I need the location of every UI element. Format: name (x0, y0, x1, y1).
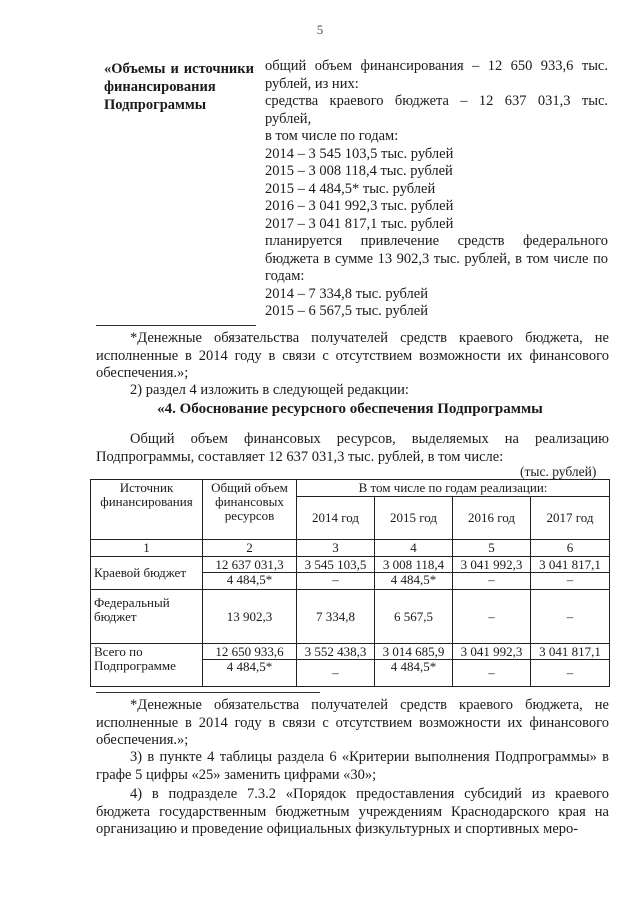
passport-line: 2015 – 4 484,5* тыс. рублей (265, 180, 436, 197)
cell-sub-value: – (531, 659, 609, 680)
cell-2017: – (531, 590, 610, 644)
cell-sub-value: 4 484,5* (375, 572, 452, 587)
cell-total (203, 557, 297, 590)
footnote-rule (96, 692, 320, 693)
footnote-2: *Денежные обязательства получателей средств краевого бюджета, не исполненные в 2014 году в связи с отсутствием возможности их финансового обеспечения.»; (96, 697, 609, 748)
cell-value: 3 041 992,3 (460, 557, 523, 572)
col-number: 5 (453, 540, 531, 557)
passport-line: 2015 – 3 008 118,4 тыс. рублей (265, 163, 453, 179)
header-total: Общий объем финансовых ресурсов (203, 480, 297, 540)
header-by-years: В том числе по годам реализации: (297, 480, 610, 497)
cell-value: 3 041 817,1 (539, 644, 601, 659)
cell-sub-value: 4 484,5* (375, 659, 452, 674)
cell-2016: – (453, 590, 531, 644)
cell-sub-value: – (297, 572, 374, 587)
row-name: Федеральный бюджет (91, 590, 203, 644)
cell-value: 3 552 438,3 (304, 644, 367, 659)
header-year: 2016 год (453, 497, 531, 540)
cell-sub-value: – (531, 572, 609, 587)
cell-sub-value: – (297, 659, 374, 680)
item-2: 2) раздел 4 изложить в следующей редакции: (130, 382, 409, 398)
col-number: 1 (91, 540, 203, 557)
header-year: 2014 год (297, 497, 375, 540)
header-year: 2017 год (531, 497, 610, 540)
cell-value: 12 637 031,3 (215, 557, 284, 572)
page-number: 5 (316, 22, 324, 37)
footnote-1: *Денежные обязательства получателей средств краевого бюджета, не исполненные в 2014 году в связи с отсутствием возможности их финансового обеспечения.»; (96, 330, 609, 381)
cell-2014: 7 334,8 (297, 590, 375, 644)
col-number: 3 (297, 540, 375, 557)
table-header-row (91, 480, 610, 497)
cell-total: 13 902,3 (203, 590, 297, 644)
passport-line: средства краевого бюджета – 12 637 031,3 тыс. (265, 93, 608, 109)
cell-sub-value: 4 484,5* (203, 572, 296, 587)
cell-2017 (531, 644, 610, 687)
header-source: Источник финансирования (91, 480, 203, 540)
table-row (91, 644, 610, 687)
cell-sub-value: – (453, 572, 530, 587)
row-name: Всего по Подпрограмме (91, 644, 203, 687)
cell-2015 (375, 557, 453, 590)
resources-table (90, 479, 610, 687)
passport-label: «Объемы и источники финансирования Подпрограммы (104, 61, 254, 113)
cell-2014 (297, 644, 375, 687)
cell-sub-value: 4 484,5* (203, 659, 296, 674)
item-4: 4) в подразделе 7.3.2 «Порядок предоставления субсидий из краевого бюджета государственным бюджетным учреждениям Краснодарского края на организацию и проведение официальных физкультурных и спортивных меро- (96, 786, 609, 837)
passport-line: рублей, (265, 110, 312, 127)
table-row (91, 590, 610, 644)
passport-line: 2015 – 6 567,5 тыс. рублей (265, 303, 428, 319)
table-row (91, 557, 610, 590)
cell-value: 3 008 118,4 (382, 557, 445, 572)
cell-2015 (375, 644, 453, 687)
units-label: (тыс. рублей) (520, 464, 597, 479)
cell-value: 3 041 817,1 (539, 557, 601, 572)
cell-2017 (531, 557, 610, 590)
col-number: 6 (531, 540, 610, 557)
cell-2015: 6 567,5 (375, 590, 453, 644)
item-3: 3) в пункте 4 таблицы раздела 6 «Критерии выполнения Подпрограммы» в графе 5 цифры «25» заменить цифрами «30»; (96, 749, 609, 783)
col-number: 4 (375, 540, 453, 557)
passport-line: в том числе по годам: (265, 128, 399, 144)
row-name: Краевой бюджет (91, 557, 203, 590)
passport-line: 2017 – 3 041 817,1 тыс. рублей (265, 215, 454, 232)
passport-federal-text: планируется привлечение средств федерального бюджета в сумме 13 902,3 тыс. рублей, в том числе по годам: (265, 233, 608, 284)
cell-sub-value: – (453, 659, 530, 680)
passport-line: 2014 – 7 334,8 тыс. рублей (265, 285, 428, 302)
cell-2016 (453, 644, 531, 687)
section-heading: «4. Обоснование ресурсного обеспечения Подпрограммы (157, 401, 543, 417)
passport-line: рублей, из них: (265, 75, 359, 92)
cell-value: 12 650 933,6 (215, 644, 284, 659)
cell-value: 3 041 992,3 (460, 644, 523, 659)
cell-value: 3 014 685,9 (382, 644, 445, 659)
intro-text: Общий объем финансовых ресурсов, выделяемых на реализацию Подпрограммы, составляет 12 637 031,3 тыс. рублей, в том числе: (96, 431, 609, 465)
col-number: 2 (203, 540, 297, 557)
cell-2014 (297, 557, 375, 590)
passport-line: 2016 – 3 041 992,3 тыс. рублей (265, 198, 454, 214)
cell-total (203, 644, 297, 687)
cell-2016 (453, 557, 531, 590)
passport-body (265, 58, 608, 321)
footnote-rule (96, 325, 256, 326)
table-col-numbers-row (91, 540, 610, 557)
passport-line: общий объем финансирования – 12 650 933,6 тыс. (265, 58, 608, 74)
header-year: 2015 год (375, 497, 453, 540)
passport-line: 2014 – 3 545 103,5 тыс. рублей (265, 145, 454, 162)
cell-value: 3 545 103,5 (304, 557, 367, 572)
